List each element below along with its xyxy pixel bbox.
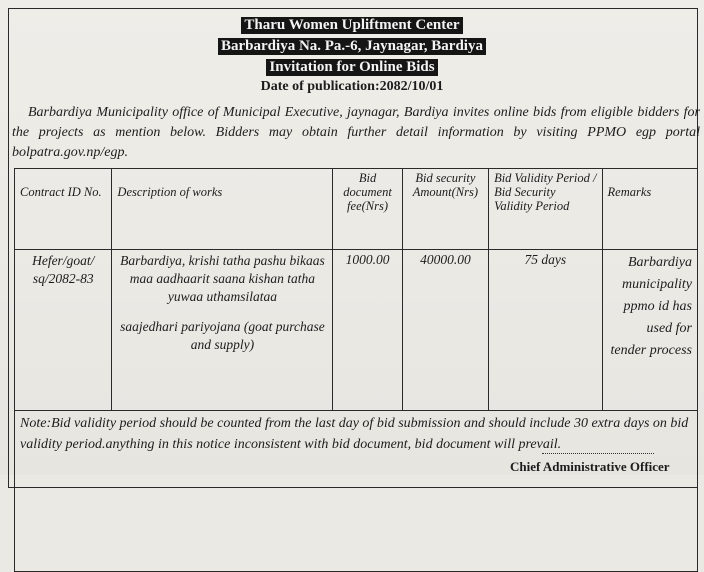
note-cell: Note:Bid validity period should be counted from the last day of bid submission and should include 30 extra days on bid validity period.anything in this notice inconsistent with bid document, bid document will prevail. [15,411,698,572]
signature-title: Chief Administrative Officer [510,459,670,474]
organization-address [0,37,704,55]
notice-title-text: Invitation for Online Bids [266,59,437,76]
table-header-row [15,169,698,250]
security-cell: 40000.00 [402,250,488,411]
organization-address-text: Barbardiya Na. Pa.-6, Jaynagar, Bardiya [218,38,486,55]
header-doc-fee: Bid document fee(Nrs) [333,169,402,250]
remarks-cell: Barbardiya municipality ppmo id has used for tender process [602,250,697,411]
header-remarks: Remarks [602,169,697,250]
validity-cell: 75 days [489,250,602,411]
note-row [15,411,698,572]
header-contract-id: Contract ID No. [15,169,112,250]
description-text: Barbardiya, krishi tatha pashu bikaas maa aadhaarit saana kishan tatha yuwaa uthamsilataa [120,253,325,304]
publication-date: Date of publication:2082/10/01 [260,79,444,94]
header-description: Description of works [112,169,333,250]
description-cell [112,250,333,411]
bids-table [14,168,698,572]
organization-name [0,16,704,34]
description-text-continued: saajedhari pariyojana (goat purchase and supply) [120,319,325,352]
contract-id-cell: Hefer/goat/ sq/2082-83 [15,250,112,411]
intro-paragraph: Barbardiya Municipality office of Municipal Executive, jaynagar, Bardiya invites online bids from eligible bidders for the projects as mention below. Bidders may obtain further detail information by visiting PPMO egp portal bolpatra.gov.np/egp. [12,105,700,160]
notice-title [0,58,704,76]
header-security: Bid security Amount(Nrs) [402,169,488,250]
header-validity: Bid Validity Period / Bid Security Validity Period [489,169,602,250]
signature-line [542,453,654,454]
table-row [15,250,698,411]
organization-name-text: Tharu Women Upliftment Center [241,17,462,34]
doc-fee-cell: 1000.00 [333,250,402,411]
